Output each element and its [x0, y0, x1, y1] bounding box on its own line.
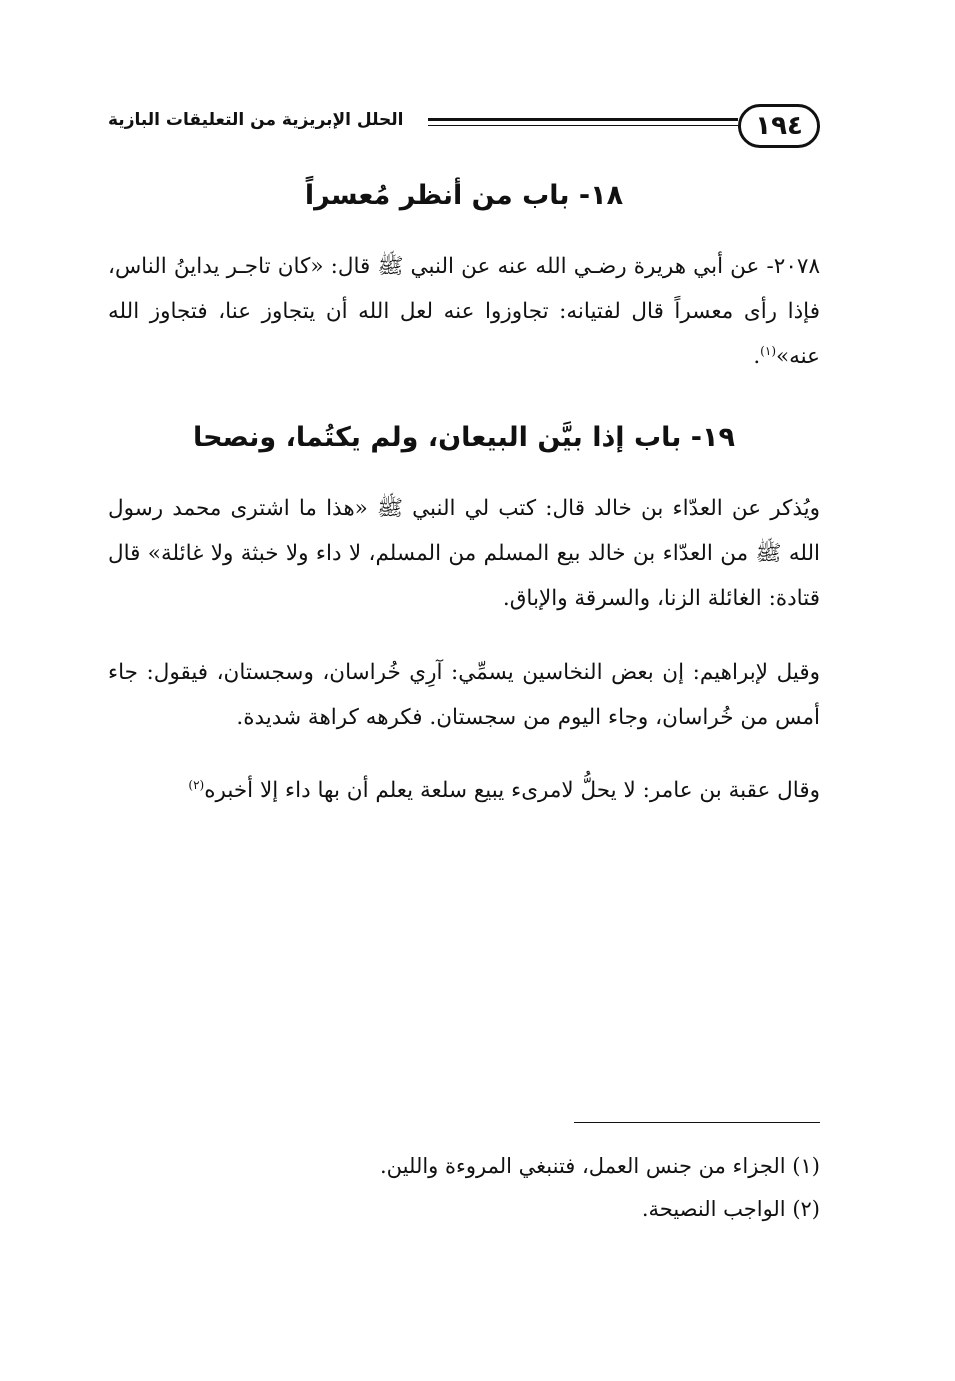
paragraph-uqba-text: وقال عقبة بن عامر: لا يحلُّ لامرىء يبيع سلعة يعلم أن بها داء إلا أخبره — [204, 778, 820, 803]
paragraph-adda: ويُذكر عن العدّاء بن خالد قال: كتب لي النبي ﷺ «هذا ما اشترى محمد رسول الله ﷺ من العدّاء بن خالد بيع المسلم من المسلم، لا داء ولا خبثة ولا غائلة» قال قتادة: الغائلة الزنا، والسرقة والإباق. — [108, 496, 820, 611]
header-double-rule — [428, 118, 738, 134]
footnote-2: (٢) الواجب النصيحة. — [641, 1197, 820, 1221]
chapter-19-title: ١٩- باب إذا بيَّن البيعان، ولم يكتُما، ونصحا — [193, 422, 735, 453]
page-header — [108, 100, 820, 156]
header-rule-thick — [428, 118, 738, 121]
running-title: الحلل الإبريزية من التعليقات البازية — [108, 110, 404, 130]
hadith-2078-end: . — [753, 344, 761, 369]
footnote-ref-2: (٢) — [188, 777, 205, 792]
footnotes — [108, 1145, 820, 1231]
page-number: ١٩٤ — [738, 104, 820, 148]
hadith-2078 — [108, 244, 820, 379]
paragraph-uqba — [108, 768, 820, 813]
footnote-ref-1: (١) — [760, 343, 776, 358]
footnote-1: (١) الجزاء من جنس العمل، فتنبغي المروءة واللين. — [380, 1154, 820, 1178]
hadith-2078-text: ٢٠٧٨- عن أبي هريرة رضـي الله عنه عن النبي ﷺ قال: «كان تاجـر يداينُ الناس، فإذا رأى معسراً قال لفتيانه: تجاوزوا عنه لعل الله أن يتجاوز عنا، فتجاوز الله عنه» — [108, 254, 820, 369]
header-rule-thin — [428, 125, 738, 126]
paragraph-ibrahim: وقيل لإبراهيم: إن بعض النخاسين يسمِّي: آرِي خُراسان، وسجستان، فيقول: جاء أمس من خُراسان، وجاء اليوم من سجستان. فكرهه كراهة شديدة. — [108, 660, 820, 730]
footnote-separator — [574, 1122, 820, 1123]
chapter-18-title: ١٨- باب من أنظر مُعسراً — [304, 180, 624, 211]
